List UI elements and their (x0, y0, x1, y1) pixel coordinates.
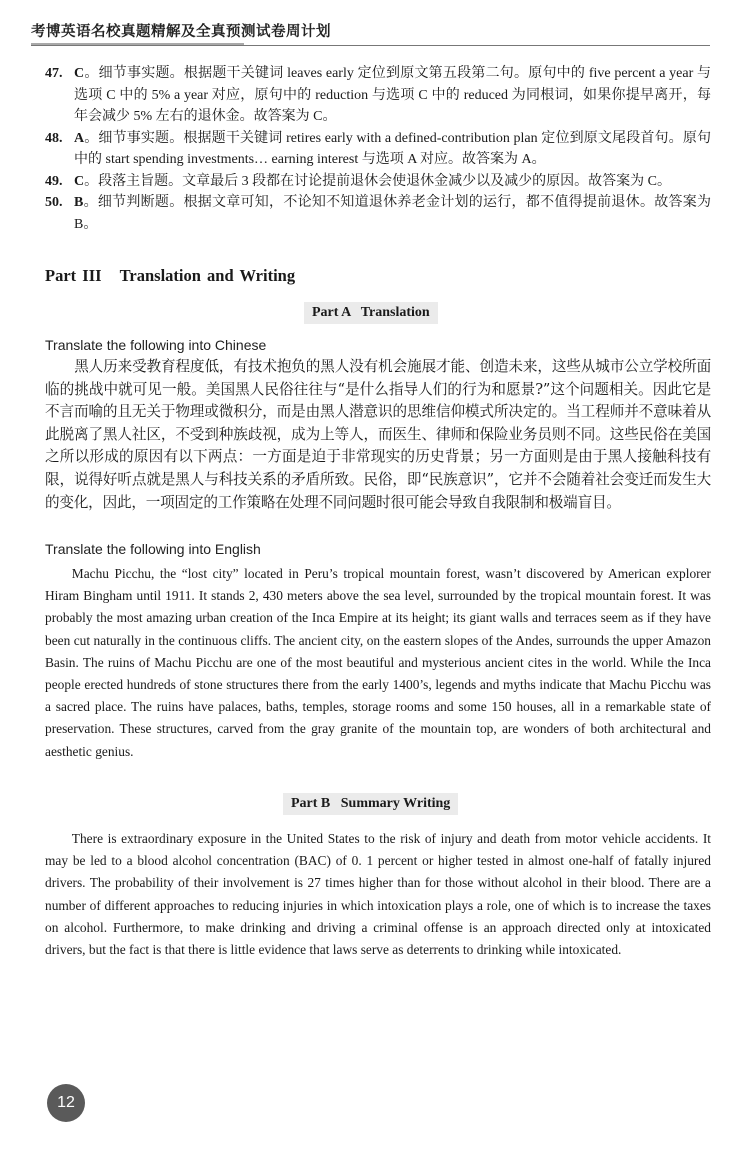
answer-text: 。细节事实题。根据题干关键词 retires early with a defined-contribution plan 定位到原文尾段首句。原句中的 start spending investments… earning interest 与选项 A 对应。故答案为 A。 (74, 130, 711, 167)
instruction-into-chinese: Translate the following into Chinese (45, 337, 267, 353)
answer-letter: B (74, 195, 84, 210)
part-title: Part III Translation and Writing (45, 266, 296, 285)
answer-text: 。段落主旨题。文章最后 3 段都在讨论提前退休会使退休金减少以及减少的原因。故答案为 C。 (84, 173, 671, 189)
answer-number: 47. (45, 66, 63, 81)
english-passage: Machu Picchu, the “lost city” located in Peru’s tropical mountain forest, wasn’t discovered by American explorer Hiram Bingham until 1911. It stands 2, 430 meters above the sea level, surrounded by the tropical mountain forest. It was probably the most amazing urban creation of the Inca Empire at its height; its giant walls and terraces seem as if they have been cut naturally in the continuous cliffs. The ancient city, on the eastern slopes of the Andes, surrounds the upper Amazon Basin. The ruins of Machu Picchu are one of the most beautiful and mysterious ancient cites in the world. While the Inca people erected hundreds of stone structures there from the early 1400’s, legends and myths indicate that Machu Picchu was a sacred place. The ruins have palaces, baths, temples, storage rooms and some 150 houses, all in a remarkable state of preservation. These structures, carved from the gray granite of the mountain top, are wonders of both architectural and aesthetic genius. (45, 566, 711, 759)
page-number: 12 (47, 1084, 85, 1122)
summary-passage: There is extraordinary exposure in the United States to the risk of injury and death from motor vehicle accidents. It may be led to a blood alcohol concentration (BAC) of 0. 1 percent or higher tested in almost one-half of fatally injured drivers. The probability of their involvement is 27 times higher than for those without alcohol in their blood. There are a number of different approaches to reducing injuries in which intoxication plays a role, one of which is to increase the taxes on alcohol. Furthermore, to make drinking and driving a criminal offense is an approach directed only at intoxicated drivers, but the fact is that there is little evidence that laws serve as deterrents to drinking while intoxicated. (45, 831, 711, 958)
answer-item (45, 63, 711, 128)
chinese-passage: 黑人历来受教育程度低，有技术抱负的黑人没有机会施展才能、创造未来，这些从城市公立学校所面临的挑战中就可见一般。美国黑人民俗往往与“是什么指导人们的行为和愿景?”这个问题相关。因此它是不言而喻的且无关于物理或微积分，而是由黑人潜意识的思维信仰模式所决定的。当工程师并不意味着从此脱离了黑人社区，不受到种族歧视，成为上等人，而医生、律师和保险业务员则不同。这些民俗在美国之所以形成的原因有以下两点：一方面是迫于非常现实的历史背景；另一方面则是由于黑人接触科技有限，说得好听点就是黑人与科技关系的矛盾所致。民俗，即“民族意识”，它并不会随着社会变迁而发生大的变化，因此，一项固定的工作策略在处理不同问题时很可能会导致自我限制和极端盲目。 (45, 358, 711, 511)
answer-letter: A (74, 130, 85, 146)
answer-item (45, 128, 711, 171)
answer-number: 50. (45, 195, 63, 210)
answer-item (45, 171, 711, 193)
section-label-part-b: Part B Summary Writing (283, 793, 458, 815)
answer-text: 。细节判断题。根据文章可知，不论知不知道退休养老金计划的运行，都不值得提前退休。故答案为 B。 (74, 195, 711, 232)
answer-number: 48. (45, 130, 63, 146)
answer-letter: C (74, 173, 85, 189)
answer-item (45, 192, 711, 235)
header-rule (31, 43, 710, 47)
answer-number: 49. (45, 173, 63, 189)
book-title: 考博英语名校真题精解及全真预测试卷周计划 (31, 24, 331, 40)
section-label-part-a: Part A Translation (304, 302, 438, 324)
running-header (31, 22, 710, 47)
instruction-into-english: Translate the following into English (45, 541, 261, 557)
answer-explanations (45, 63, 711, 235)
header-rule-line (31, 45, 710, 46)
answer-letter: C (74, 66, 85, 81)
answer-text: 。细节事实题。根据题干关键词 leaves early 定位到原文第五段第二句。原句中的 five percent a year 与选项 C 中的 5% a year 对应，原句中的 reduction 与选项 C 中的 reduced 为同根词，如果你提早离开，每年会减少 5% 左右的退休金。故答案为 C。 (74, 66, 711, 124)
